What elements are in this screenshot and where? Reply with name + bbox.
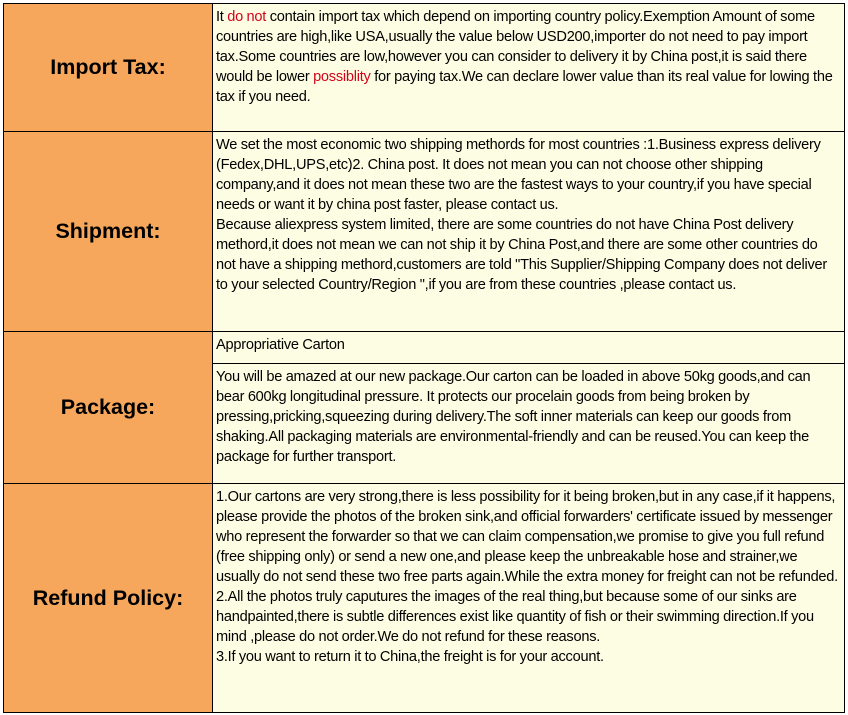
policy-table: [3, 3, 845, 713]
refund-content: [213, 484, 845, 713]
refund-paragraph-1: 1.Our cartons are very strong,there is less possibility for it being broken,but in any case,if it happens, please provide the photos of the broken sink,and official forwarders' certificate issued by messenger who represent the forwarder so that we can claim compensation,we promise to give you full refund (free shipping only) or send a new one,and please keep the unbreakable hose and strainer,we usually do not send these two free parts again.While the extra money for freight can not be refunded.: [216, 489, 838, 585]
shipment-label: Shipment:: [4, 132, 213, 332]
shipment-content: [213, 132, 845, 332]
shipment-paragraph-1: We set the most economic two shipping methords for most countries :1.Business express delivery (Fedex,DHL,UPS,etc)2. China post. It does not mean you can not choose other shipping company,and it does not mean these two are the fastest ways to your country,if you have special needs or want it by china post faster, please contact us.: [216, 137, 821, 213]
highlight-possiblity: possiblity: [313, 69, 371, 85]
import-tax-row: [4, 4, 845, 132]
shipment-row: [4, 132, 845, 332]
refund-policy-label: Refund Policy:: [4, 484, 213, 713]
package-body: You will be amazed at our new package.Our carton can be loaded in above 50kg goods,and can bear 600kg longitudinal pressure. It protects our procelain goods from being broken by pressing,pricking,squeezing during delivery.The soft inner materials can keep our goods from shaking.All packaging materials are environmental-friendly and can be reused.You can keep the package for further transport.: [213, 364, 845, 484]
refund-paragraph-3: 3.If you want to return it to China,the freight is for your account.: [216, 649, 604, 665]
import-tax-content: It do not contain import tax which depend on importing country policy.Exemption Amount of some countries are high,like USA,usually the value below USD200,importer do not need to pay import tax.Some countries are low,however you can consider to delivery it by China post,it is said there would be lower possiblity for paying tax.We can declare lower value than its real value for lowing the tax if you need.: [213, 4, 845, 132]
package-header: Appropriative Carton: [213, 332, 845, 364]
package-label: Package:: [4, 332, 213, 484]
refund-paragraph-2: 2.All the photos truly caputures the images of the real thing,but because some of our sinks are handpainted,there is subtle differences exist like quantity of fish or their swimming direction.If you mind ,please do not order.We do not refund for these reasons.: [216, 589, 814, 645]
shipment-paragraph-2: Because aliexpress system limited, there are some countries do not have China Post delivery methord,it does not mean we can not ship it by China Post,and there are some other countries do not have a shipping methord,customers are told "This Supplier/Shipping Company does not deliver to your selected Country/Region ",if you are from these countries ,please contact us.: [216, 217, 827, 293]
refund-row: [4, 484, 845, 713]
import-tax-label: Import Tax:: [4, 4, 213, 132]
package-header-row: [4, 332, 845, 364]
highlight-do-not: do not: [227, 9, 267, 25]
